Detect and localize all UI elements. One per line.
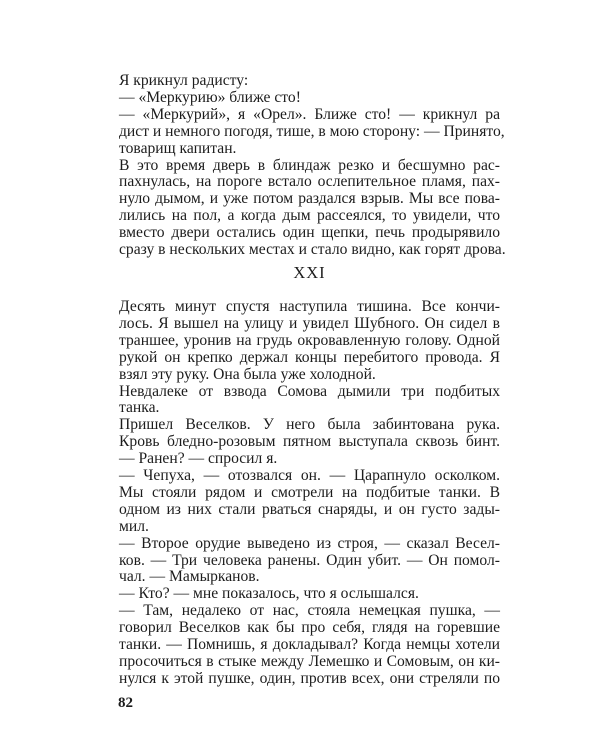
text-line: танки. — Помнишь, я докладывал? Когда немцы хотели xyxy=(119,636,500,653)
text-line: чал. — Мамырканов. xyxy=(119,568,260,586)
text-line: В это время дверь в блиндаж резко и бесшумно рас- xyxy=(119,156,500,174)
text-line: Я крикнул радисту: xyxy=(119,72,249,89)
text-line: Десять минут спустя наступила тишина. Все кончи- xyxy=(119,298,500,315)
text-line: — «Меркурию» ближе сто! xyxy=(119,88,301,106)
text-line: одном из них стали рваться снаряды, и он густо зады- xyxy=(119,500,500,518)
text-line: — Ранен? — спросил я. xyxy=(119,450,278,468)
text-line: рукой он крепко держал концы перебитого провода. Я xyxy=(119,348,500,366)
text-line: — Там, недалеко от нас, стояла немецкая пушка, — xyxy=(119,602,500,620)
text-line: мил. xyxy=(119,517,149,535)
text-line: товарищ капитан. xyxy=(119,139,237,157)
text-line: вместо двери остались один щепки, печь продырявило xyxy=(119,224,500,242)
text-line: — Кто? — мне показалось, что я ослышался. xyxy=(119,585,419,603)
text-line: — «Меркурий», я «Орел». Ближе сто! — крикнул ра xyxy=(119,105,500,123)
text-line: Пришел Веселков. У него была забинтована рука. xyxy=(119,416,500,434)
text-line: лились на пол, а когда дым рассеялся, то увидели, что xyxy=(119,207,500,225)
text-line: танка. xyxy=(119,399,160,417)
text-line: просочиться в стыке между Лемешко и Сомовым, он ки- xyxy=(119,652,500,670)
text-line: сразу в нескольких местах и стало видно, как горят дрова. xyxy=(119,241,506,258)
text-line: дист и немного погодя, тише, в мою сторону: — Принято, xyxy=(119,122,505,140)
text-line: пахнулась, на пороге встало ослепительное пламя, пах- xyxy=(119,173,500,191)
page-number: 82 xyxy=(118,695,133,711)
text-line: Мы стояли рядом и смотрели на подбитые танки. В xyxy=(119,483,500,501)
text-line: говорил Веселков как бы про себя, глядя на горевшие xyxy=(119,619,500,637)
text-line: — Чепуха, — отозвался он. — Царапнуло осколком. xyxy=(119,467,500,484)
text-line: — Второе орудие выведено из строя, — сказал Весел- xyxy=(119,534,500,552)
text-line: ков. — Три человека ранены. Один убит. — Он помол- xyxy=(119,551,500,569)
text-line: нуло дымом, и уже потом раздался взрыв. Мы все пова- xyxy=(119,190,500,208)
chapter-heading: XXI xyxy=(293,263,326,282)
text-line: взял эту руку. Она была уже холодной. xyxy=(119,365,376,383)
text-line: траншее, уронив на грудь окровавленную голову. Одной xyxy=(119,331,500,349)
text-line: нулся к этой пушке, один, против всех, они стреляли по xyxy=(119,669,500,687)
text-line: лось. Я вышел на улицу и увидел Шубного. Он сидел в xyxy=(119,314,500,332)
text-line: Невдалеке от взвода Сомова дымили три подбитых xyxy=(119,382,500,400)
text-line: Кровь бледно-розовым пятном выступала сквозь бинт. xyxy=(119,433,500,451)
